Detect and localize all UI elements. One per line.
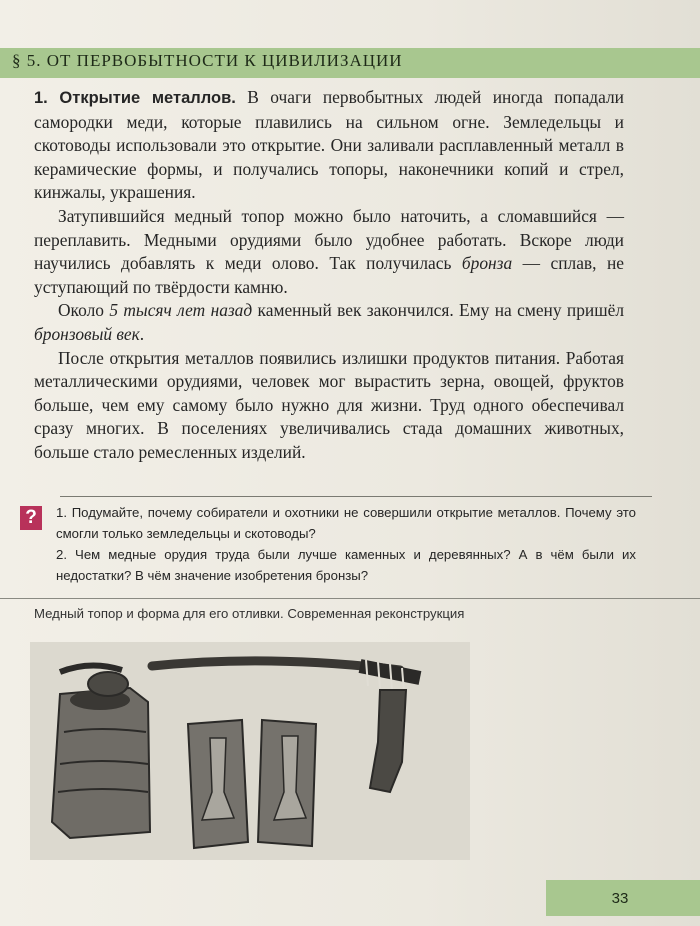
section-title: § 5. ОТ ПЕРВОБЫТНОСТИ К ЦИВИЛИЗАЦИИ <box>12 51 403 70</box>
question-1: 1. Подумайте, почему собиратели и охотники не совершили открытие металлов. Почему это смогли только земледельцы и скотоводы? <box>56 505 636 541</box>
paragraph-3 <box>34 299 624 346</box>
paragraph-2-text-b: — сплав, не уступающий по твёрдости камню. <box>34 253 624 297</box>
question-2: 2. Чем медные орудия труда были лучше каменных и деревянных? А в чём были их недостатки? В чём значение изобретения бронзы? <box>56 547 636 583</box>
term-5000-years: 5 тысяч лет назад <box>109 300 253 321</box>
page-number: 33 <box>611 890 629 907</box>
figure-caption: Медный топор и форма для его отливки. Современная реконструкция <box>34 606 465 621</box>
paragraph-3-text-b: каменный век закончился. Ему на смену пришёл <box>252 300 625 321</box>
paragraph-1-text: В очаги первобытных людей иногда попадали самородки меди, которые плавились на сильном огне. Земледельцы и скотоводы использовали это открытие. Они заливали расплавленный металл в керамические формы, и получались топоры, наконечники копий и стрел, кинжалы, украшения. <box>34 87 624 203</box>
paragraph-3-text-a: Около <box>58 300 110 321</box>
subsection-heading: 1. Открытие металлов. <box>34 89 236 107</box>
copper-axe-illustration <box>30 642 470 860</box>
paragraph-2 <box>34 205 624 299</box>
term-bronze-age: бронзовый век <box>34 323 140 344</box>
paragraph-3-text-c: . <box>139 323 145 344</box>
paragraph-4: После открытия металлов появились излишки продуктов питания. Работая металлическими орудиями, человек мог вырастить зерна, овощей, фруктов больше, чем ему самому было нужно для жизни. Труд одного обеспечивал сразу многих. В поселениях увеличивались стада домашних животных, больше стало ремесленных изделий. <box>34 347 624 462</box>
paragraph-1 <box>34 86 624 205</box>
paragraph-2-text-a: Затупившийся медный топор можно было наточить, а сломавшийся — переплавить. Медными орудиями было удобнее работать. Вскоре люди научились добавлять к меди олово. Так получилась <box>34 205 624 274</box>
caption-divider <box>0 598 700 599</box>
question-mark-icon: ? <box>20 506 42 530</box>
questions-text <box>56 502 636 586</box>
term-bronze: бронза <box>461 253 513 274</box>
questions-divider <box>60 496 652 497</box>
main-text <box>34 86 624 465</box>
axe-and-mold-drawing <box>30 642 470 860</box>
